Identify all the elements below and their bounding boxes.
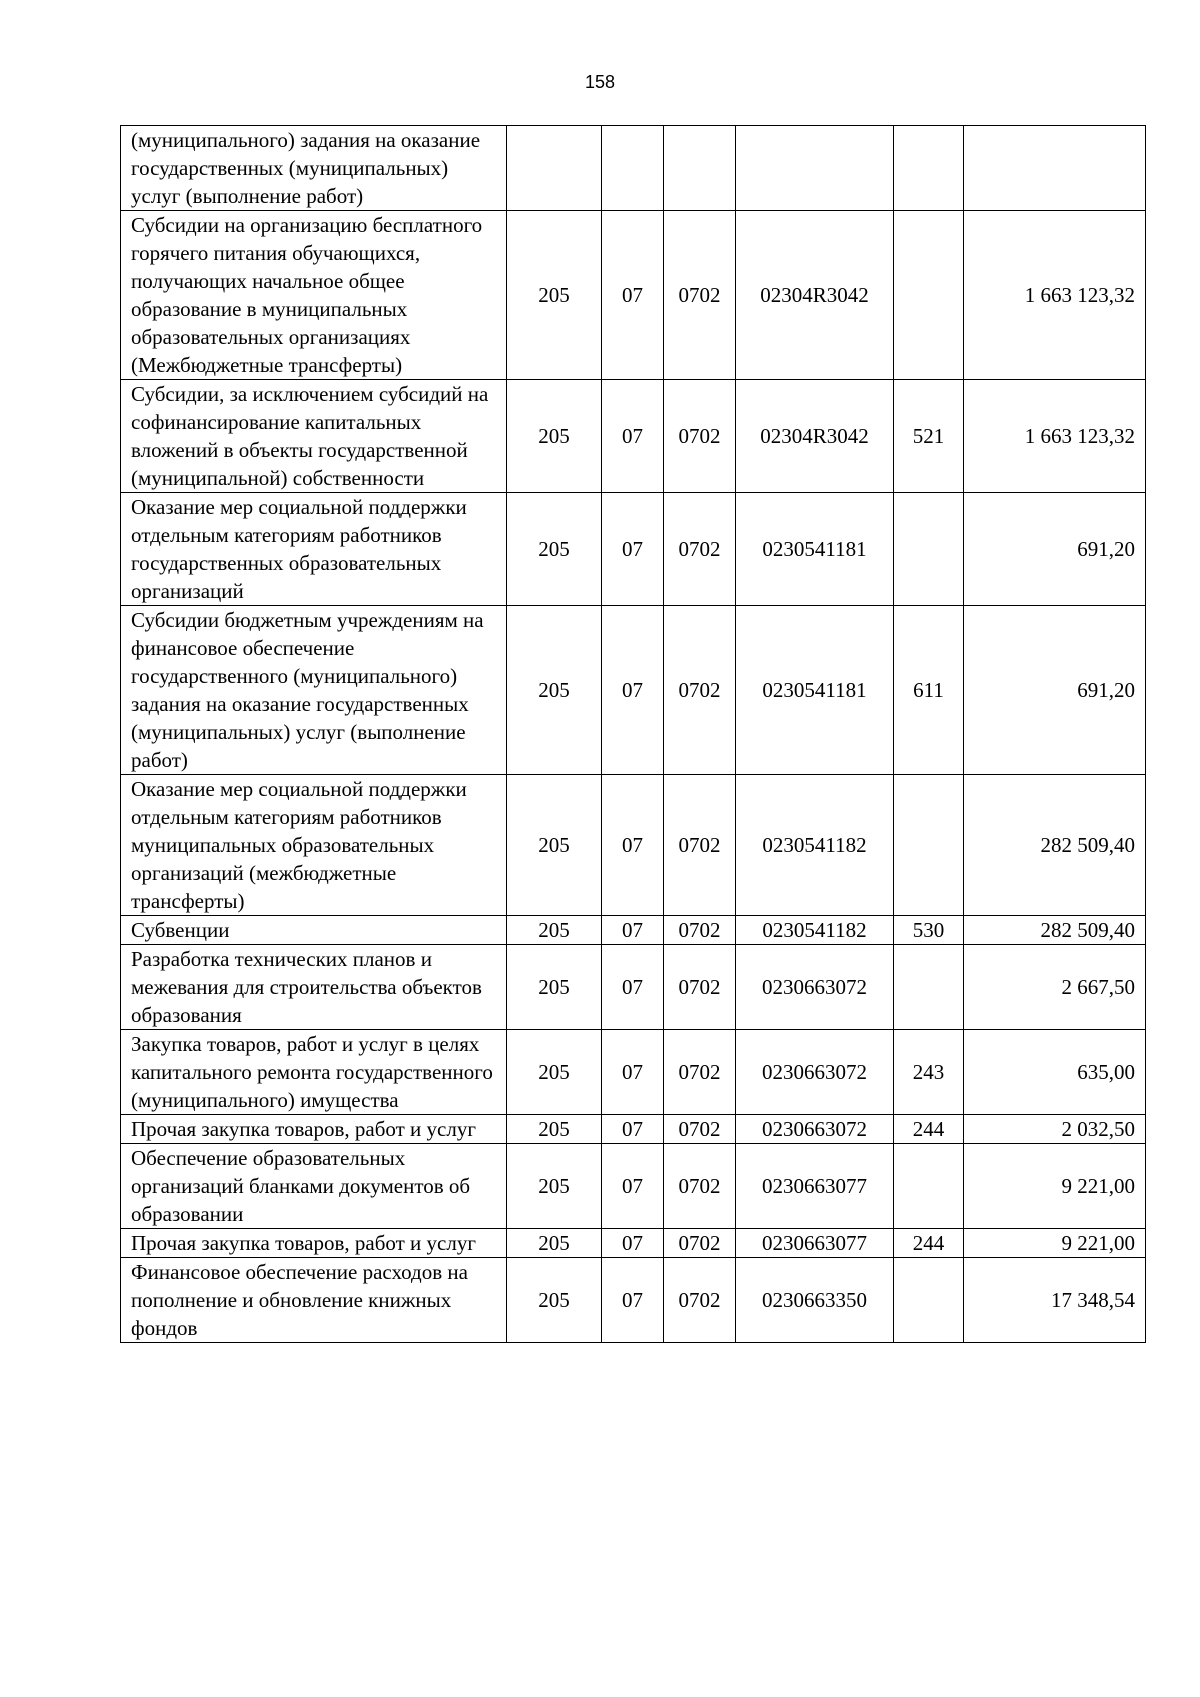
row-name: Оказание мер социальной поддержки отдельным категориям работников государственных образовательных организаций <box>121 493 507 606</box>
row-csr: 0230541182 <box>736 775 894 916</box>
row-vr: 521 <box>894 380 964 493</box>
row-csr: 0230663072 <box>736 1030 894 1115</box>
table-row <box>121 945 1146 1030</box>
row-prz: 0702 <box>664 1144 736 1229</box>
page-number: 158 <box>584 72 616 92</box>
table-row <box>121 916 1146 945</box>
row-vr <box>894 775 964 916</box>
row-name: Прочая закупка товаров, работ и услуг <box>121 1229 507 1258</box>
row-gr: 205 <box>507 1229 602 1258</box>
row-prz: 0702 <box>664 493 736 606</box>
table-row <box>121 606 1146 775</box>
row-name: Субсидии бюджетным учреждениям на финансовое обеспечение государственного (муниципального) задания на оказание государственных (муниципальных) услуг (выполнение работ) <box>121 606 507 775</box>
row-sum <box>964 126 1146 211</box>
row-sum: 17 348,54 <box>964 1258 1146 1343</box>
row-sum: 1 663 123,32 <box>964 211 1146 380</box>
row-prz <box>664 126 736 211</box>
row-csr: 02304R3042 <box>736 380 894 493</box>
row-gr: 205 <box>507 945 602 1030</box>
row-csr: 0230663072 <box>736 945 894 1030</box>
row-gr <box>507 126 602 211</box>
row-rz <box>602 126 664 211</box>
row-prz: 0702 <box>664 606 736 775</box>
row-gr: 205 <box>507 380 602 493</box>
row-rz: 07 <box>602 380 664 493</box>
row-name: Субсидии на организацию бесплатного горячего питания обучающихся, получающих начальное общее образование в муниципальных образовательных организациях (Межбюджетные трансферты) <box>121 211 507 380</box>
row-sum: 282 509,40 <box>964 775 1146 916</box>
row-gr: 205 <box>507 1258 602 1343</box>
row-csr: 0230663350 <box>736 1258 894 1343</box>
row-csr: 0230541181 <box>736 493 894 606</box>
row-prz: 0702 <box>664 1115 736 1144</box>
row-sum: 691,20 <box>964 493 1146 606</box>
row-vr <box>894 1144 964 1229</box>
row-gr: 205 <box>507 916 602 945</box>
row-csr: 0230541181 <box>736 606 894 775</box>
row-rz: 07 <box>602 211 664 380</box>
row-name: Прочая закупка товаров, работ и услуг <box>121 1115 507 1144</box>
row-prz: 0702 <box>664 211 736 380</box>
row-csr: 0230663072 <box>736 1115 894 1144</box>
table-row <box>121 493 1146 606</box>
row-name: Разработка технических планов и межевания для строительства объектов образования <box>121 945 507 1030</box>
row-prz: 0702 <box>664 380 736 493</box>
row-csr: 0230663077 <box>736 1144 894 1229</box>
row-vr <box>894 1258 964 1343</box>
row-vr: 611 <box>894 606 964 775</box>
row-rz: 07 <box>602 1229 664 1258</box>
row-vr <box>894 493 964 606</box>
row-vr <box>894 945 964 1030</box>
table-row <box>121 1229 1146 1258</box>
row-rz: 07 <box>602 775 664 916</box>
row-name: Обеспечение образовательных организаций бланками документов об образовании <box>121 1144 507 1229</box>
row-rz: 07 <box>602 1258 664 1343</box>
table-row <box>121 1115 1146 1144</box>
row-rz: 07 <box>602 1030 664 1115</box>
row-rz: 07 <box>602 493 664 606</box>
row-sum: 2 667,50 <box>964 945 1146 1030</box>
row-csr <box>736 126 894 211</box>
row-sum: 691,20 <box>964 606 1146 775</box>
row-name: Финансовое обеспечение расходов на пополнение и обновление книжных фондов <box>121 1258 507 1343</box>
row-vr <box>894 126 964 211</box>
row-rz: 07 <box>602 1144 664 1229</box>
row-csr: 0230663077 <box>736 1229 894 1258</box>
row-sum: 9 221,00 <box>964 1229 1146 1258</box>
table-body <box>121 126 1146 1343</box>
row-vr: 244 <box>894 1229 964 1258</box>
table-row <box>121 126 1146 211</box>
row-rz: 07 <box>602 916 664 945</box>
row-name: (муниципального) задания на оказание государственных (муниципальных) услуг (выполнение работ) <box>121 126 507 211</box>
row-gr: 205 <box>507 1144 602 1229</box>
row-name: Субсидии, за исключением субсидий на софинансирование капитальных вложений в объекты государственной (муниципальной) собственности <box>121 380 507 493</box>
row-gr: 205 <box>507 1030 602 1115</box>
row-rz: 07 <box>602 606 664 775</box>
row-prz: 0702 <box>664 1258 736 1343</box>
row-gr: 205 <box>507 775 602 916</box>
row-sum: 1 663 123,32 <box>964 380 1146 493</box>
table-row <box>121 380 1146 493</box>
row-prz: 0702 <box>664 775 736 916</box>
budget-table <box>120 125 1146 1343</box>
row-gr: 205 <box>507 211 602 380</box>
row-rz: 07 <box>602 1115 664 1144</box>
table-row <box>121 775 1146 916</box>
row-prz: 0702 <box>664 1030 736 1115</box>
row-vr: 530 <box>894 916 964 945</box>
row-sum: 635,00 <box>964 1030 1146 1115</box>
row-sum: 282 509,40 <box>964 916 1146 945</box>
table-row <box>121 1030 1146 1115</box>
row-gr: 205 <box>507 493 602 606</box>
row-vr: 244 <box>894 1115 964 1144</box>
row-prz: 0702 <box>664 945 736 1030</box>
row-csr: 02304R3042 <box>736 211 894 380</box>
table-row <box>121 1144 1146 1229</box>
row-gr: 205 <box>507 1115 602 1144</box>
row-name: Оказание мер социальной поддержки отдельным категориям работников муниципальных образовательных организаций (межбюджетные трансферты) <box>121 775 507 916</box>
table-row <box>121 1258 1146 1343</box>
table-row <box>121 211 1146 380</box>
row-prz: 0702 <box>664 1229 736 1258</box>
row-name: Закупка товаров, работ и услуг в целях капитального ремонта государственного (муниципального) имущества <box>121 1030 507 1115</box>
row-sum: 9 221,00 <box>964 1144 1146 1229</box>
row-vr: 243 <box>894 1030 964 1115</box>
row-prz: 0702 <box>664 916 736 945</box>
row-sum: 2 032,50 <box>964 1115 1146 1144</box>
row-csr: 0230541182 <box>736 916 894 945</box>
row-gr: 205 <box>507 606 602 775</box>
row-vr <box>894 211 964 380</box>
row-name: Субвенции <box>121 916 507 945</box>
row-rz: 07 <box>602 945 664 1030</box>
